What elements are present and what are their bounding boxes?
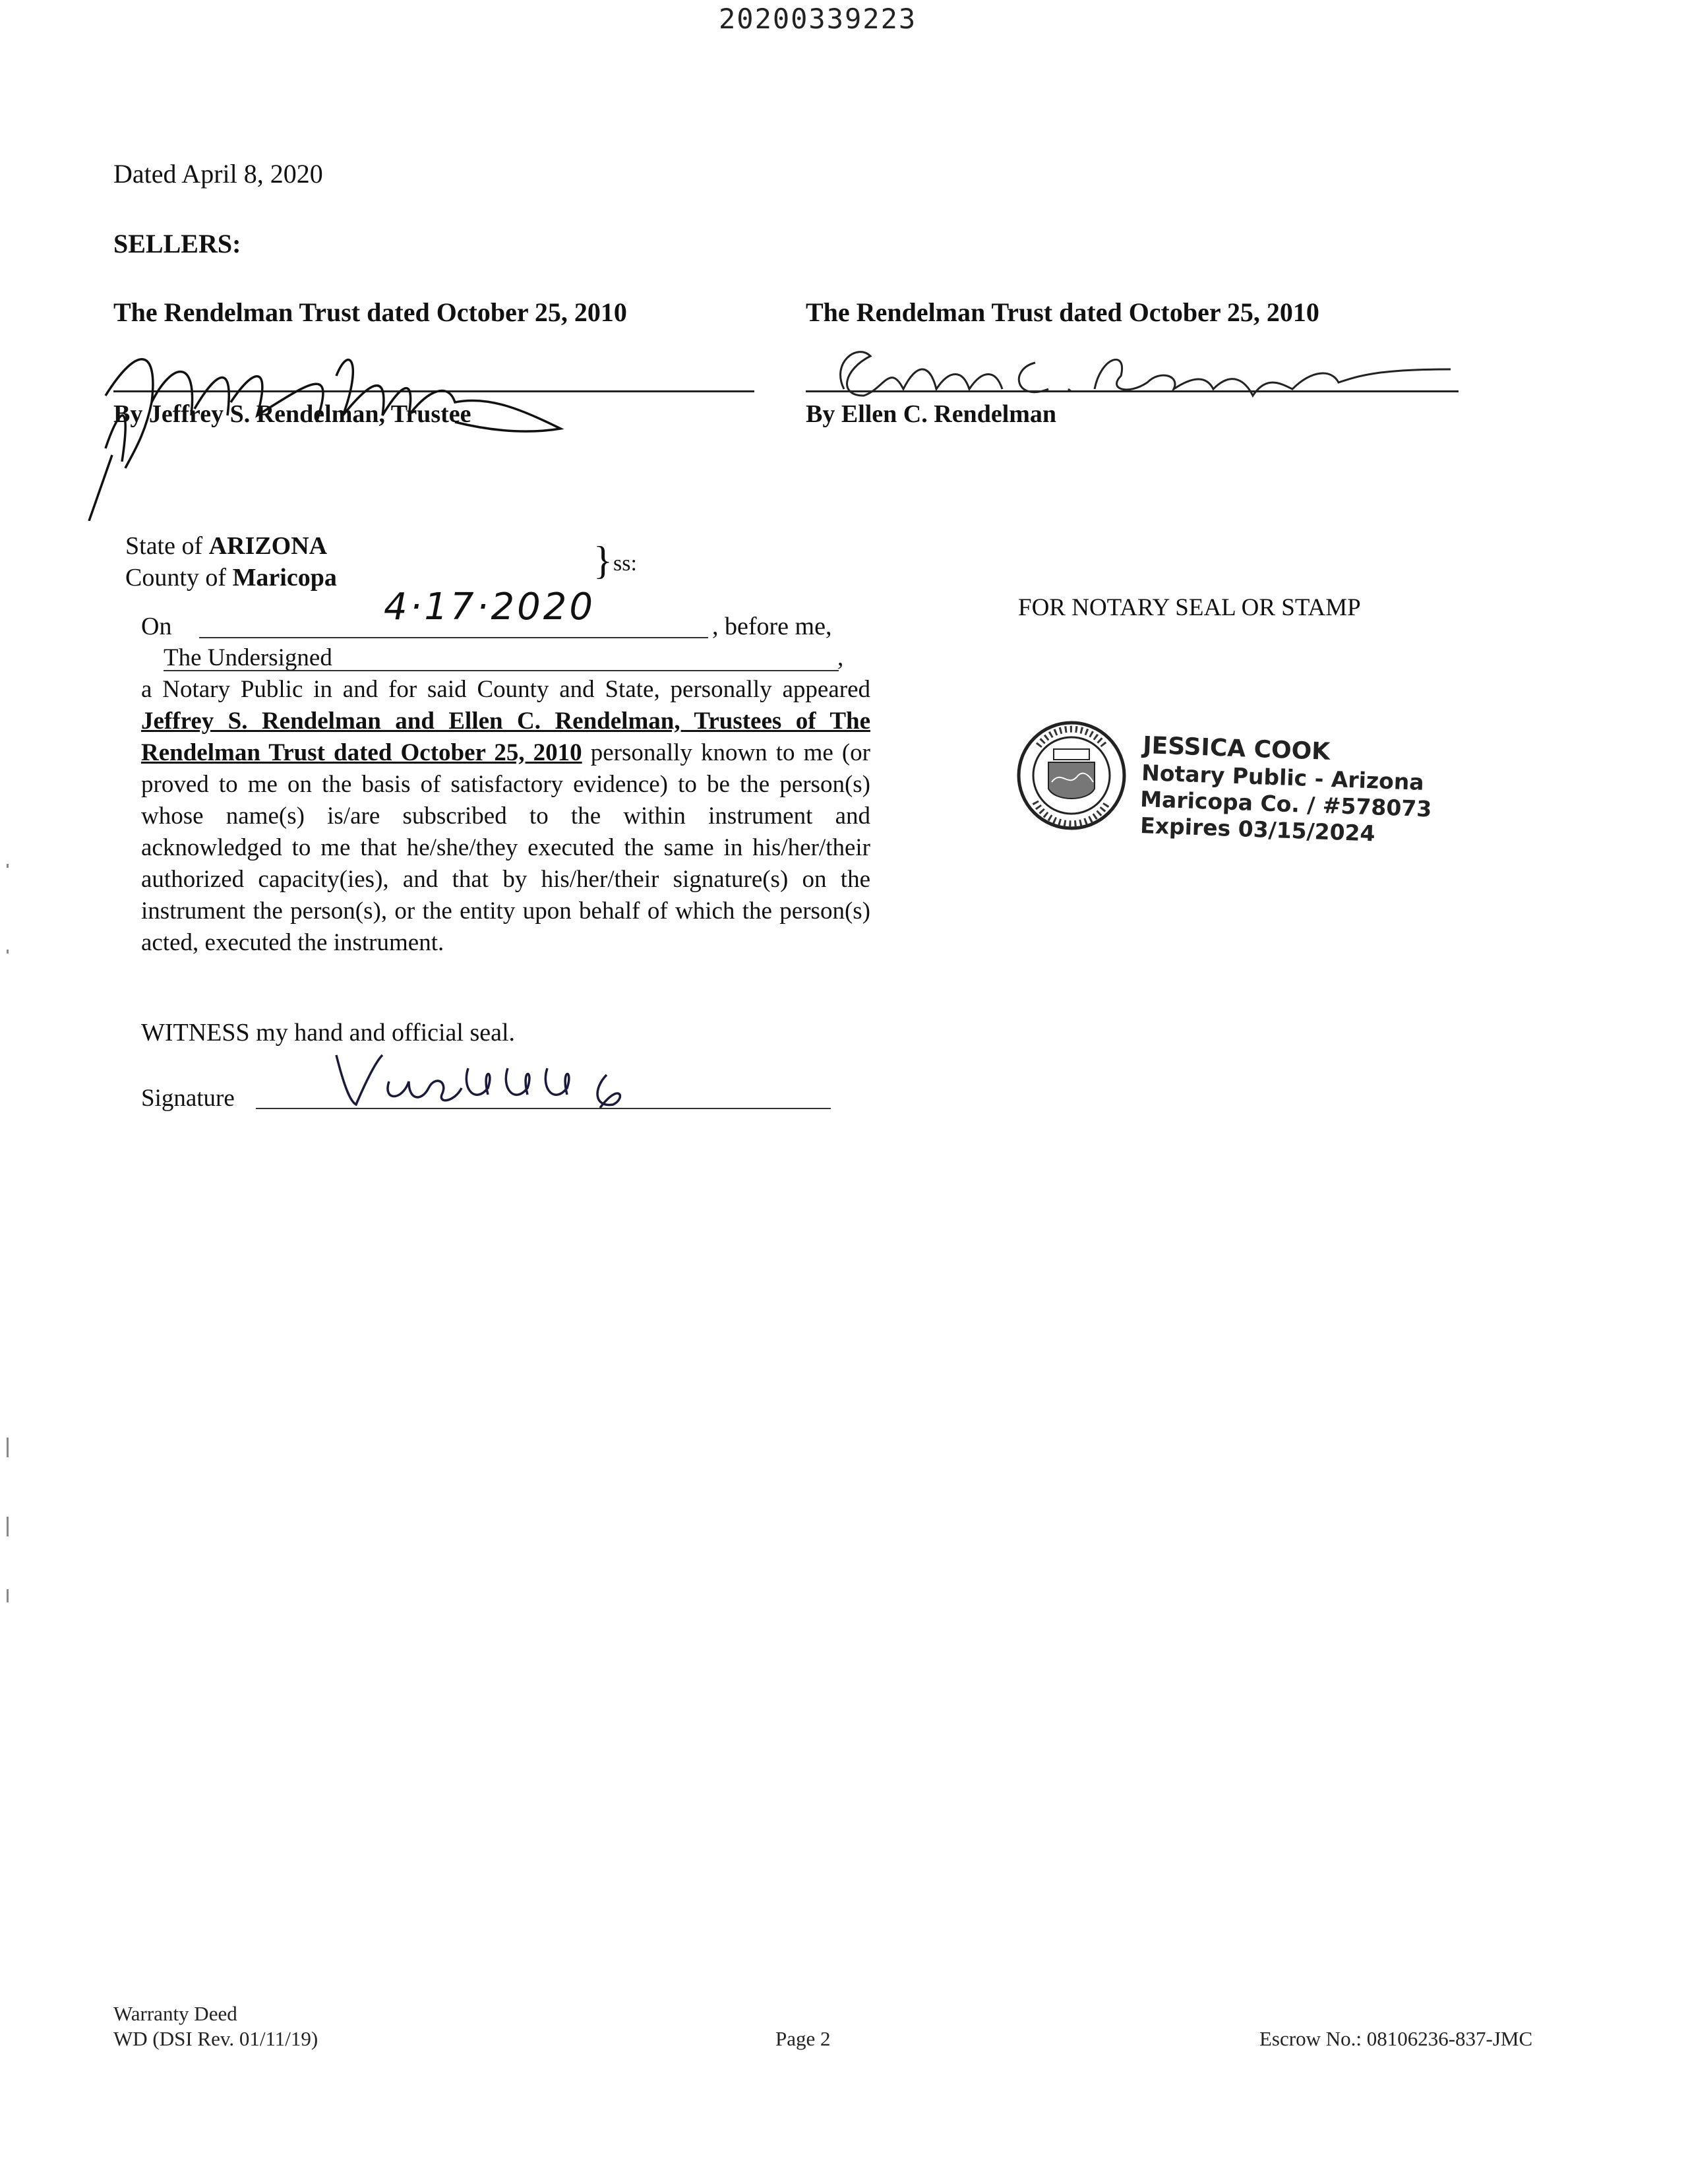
recording-number: 20200339223 — [719, 3, 917, 35]
notary-signature-image — [330, 1042, 673, 1121]
notary-before-me: , before me, — [712, 613, 832, 640]
signature-label: Signature — [141, 1085, 235, 1112]
notary-state: State of ARIZONA — [125, 532, 328, 560]
scan-artifact — [7, 1589, 9, 1602]
footer-form-revision: WD (DSI Rev. 01/11/19) — [113, 2027, 318, 2050]
appeared-names: Jeffrey S. Rendelman and Ellen C. Rendelman, Trustees of The Rendelman Trust dated October 25, 2010 — [141, 708, 870, 766]
scan-artifact — [7, 950, 9, 954]
scan-artifact — [7, 1438, 9, 1457]
signer-1-trust-name: The Rendelman Trust dated October 25, 2010 — [113, 297, 627, 327]
notary-date-line — [199, 637, 708, 638]
signer-2-signature-image — [818, 323, 1464, 435]
scan-artifact — [7, 1517, 9, 1536]
stamp-commission-number: Maricopa Co. / #578073 — [1139, 786, 1432, 822]
notary-name-comma: , — [837, 644, 844, 671]
notary-acknowledgment-text: a Notary Public in and for said County and State, personally appeared Jeffrey S. Rendelman and Ellen C. Rendelman, Trustees of The Rendelman Trust dated October 25, 2010 personally known to me (or proved to me on the basis of satisfactory evidence) to be the person(s) whose name(s) is/are subscribed to the within instrument and acknowledged to me that he/she/they executed the same in his/her/their authorized capacity(ies), and that by his/her/their signature(s) on the instrument the person(s), or the entity upon behalf of which the person(s) acted, executed the instrument. — [141, 676, 871, 956]
witness-line: WITNESS my hand and official seal. — [141, 1019, 516, 1046]
sellers-heading: SELLERS: — [113, 229, 241, 258]
footer-form-name: Warranty Deed — [113, 2002, 237, 2025]
notary-handwritten-date: 4·17·2020 — [384, 586, 596, 628]
notary-on-label: On — [141, 613, 172, 640]
stamp-expiration: Expires 03/15/2024 — [1139, 812, 1376, 847]
signer-1-signature-image — [59, 303, 640, 521]
notary-name: The Undersigned — [164, 644, 332, 671]
venue-brace: } — [593, 539, 613, 582]
footer-escrow-number: Escrow No.: 08106236-837-JMC — [1259, 2027, 1533, 2050]
arizona-state-seal-icon — [1015, 716, 1128, 835]
scan-artifact — [7, 864, 9, 868]
stamp-notary-title: Notary Public - Arizona — [1141, 760, 1425, 795]
signer-2-trust-name: The Rendelman Trust dated October 25, 2010 — [806, 297, 1319, 327]
seal-section-heading: FOR NOTARY SEAL OR STAMP — [1018, 594, 1361, 621]
footer-page-number: Page 2 — [775, 2027, 831, 2050]
signer-1-by-line: By Jeffrey S. Rendelman, Trustee — [113, 400, 471, 428]
venue-ss: ss: — [613, 551, 637, 576]
dated-line: Dated April 8, 2020 — [113, 159, 323, 189]
signer-2-by-line: By Ellen C. Rendelman — [806, 400, 1057, 428]
notary-county: County of Maricopa — [125, 564, 337, 592]
stamp-notary-name: JESSICA COOK — [1142, 732, 1331, 766]
notary-name-line — [164, 670, 839, 671]
